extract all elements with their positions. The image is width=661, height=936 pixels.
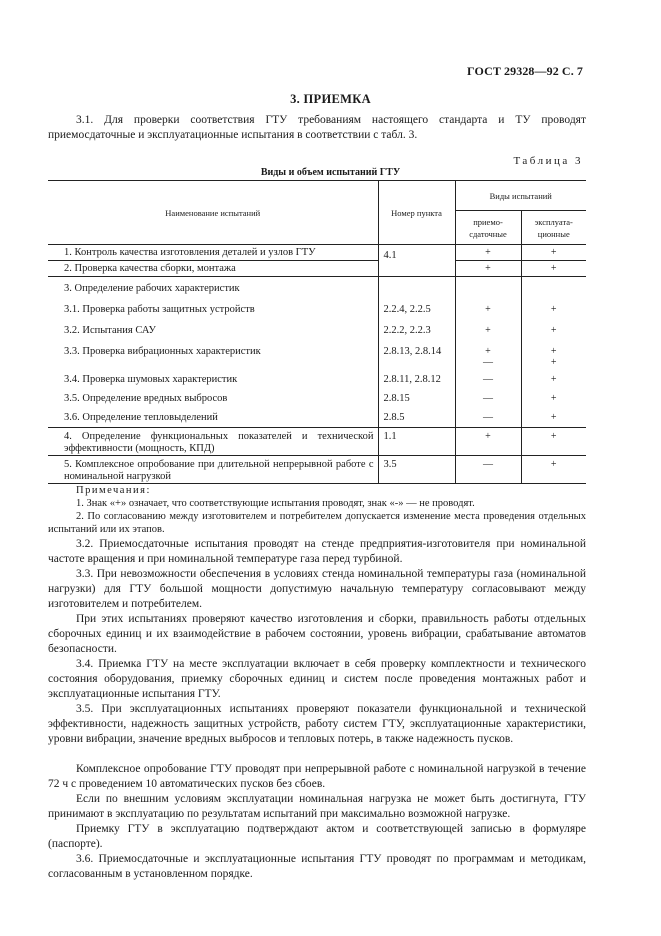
row-num: 4.1 xyxy=(378,245,455,277)
paragraph: 3.4. Приемка ГТУ на месте эксплуатации включает в себя проверку комплектности и технического состояния оборудования, приемку сборочных единиц и систем после проведения монтажных работ и эксплуатационные испытания ГТУ. xyxy=(48,658,586,701)
row-operational: + xyxy=(521,319,586,340)
row-operational: + xyxy=(521,298,586,319)
row-name: 3. Определение рабочих характеристик xyxy=(64,283,240,294)
row-operational: + xyxy=(521,408,586,428)
row-operational: + xyxy=(521,389,586,408)
row-name: 1. Контроль качества изготовления деталей и узлов ГТУ xyxy=(64,247,316,258)
notes-title: Примечания: xyxy=(76,485,151,496)
row-name: 3.3. Проверка вибрационных характеристик xyxy=(64,345,261,357)
table-row xyxy=(48,408,586,428)
row-acceptance: + xyxy=(455,261,521,277)
row-acceptance xyxy=(455,277,521,298)
table-row xyxy=(48,389,586,408)
row-acceptance: + xyxy=(455,298,521,319)
table-row xyxy=(48,370,586,389)
table-row xyxy=(48,298,586,319)
intro-paragraph: 3.1. Для проверки соответствия ГТУ требованиям настоящего стандарта и ТУ проводят приемосдаточные и эксплуатационные испытания в соответствии с табл. 3. xyxy=(48,114,586,142)
row-num: 2.8.13, 2.8.14 xyxy=(378,340,455,370)
row-acceptance: + xyxy=(455,245,521,261)
row-num: 2.8.5 xyxy=(378,408,455,428)
note-1: 1. Знак «+» означает, что соответствующие испытания проводят, знак «-» — не проводят. xyxy=(76,498,475,509)
row-acceptance: + xyxy=(455,428,521,456)
table-row xyxy=(48,428,586,456)
table-row xyxy=(48,261,586,277)
table-row xyxy=(48,340,586,370)
row-num xyxy=(378,277,455,298)
table-caption: Виды и объем испытаний ГТУ xyxy=(260,167,401,178)
row-operational xyxy=(521,277,586,298)
paragraph: 3.6. Приемосдаточные и эксплуатационные испытания ГТУ проводят по программам и методикам, согласованным в установленном порядке. xyxy=(48,853,586,881)
row-operational: + xyxy=(521,456,586,484)
row-operational: + xyxy=(521,370,586,389)
page-header: ГОСТ 29328—92 С. 7 xyxy=(467,64,583,78)
paragraph: 3.5. При эксплуатационных испытаниях проверяют показатели функциональной и технической эффективности, надежность защитных устройств, работу систем ГТУ, эксплуатационные характеристики, уровни вибрации, значение вредных выбросов и тепловых потерь, в также надежность пусков. xyxy=(48,703,586,746)
row-operational-pair xyxy=(521,340,586,370)
row-acceptance-2: — xyxy=(483,356,493,368)
paragraph: 3.2. Приемосдаточные испытания проводят на стенде предприятия-изготовителя при номинальной частоте вращения и при номинальной температуре газа перед турбиной. xyxy=(48,538,586,566)
col-header-num: Номер пункта xyxy=(378,181,455,245)
row-acceptance: + xyxy=(485,345,491,357)
col-header-acceptance: приемо-сдаточные xyxy=(455,211,521,245)
col-header-name: Наименование испытаний xyxy=(48,181,378,245)
row-operational: + xyxy=(521,428,586,456)
paragraph: При этих испытаниях проверяют качество изготовления и сборки, правильность работы отдельных сборочных единиц и их взаимодействие в рабочем состоянии, уровень вибрации, срабатывание автоматов безопасности. xyxy=(48,613,586,656)
row-name: 3.6. Определение тепловыделений xyxy=(64,411,218,423)
row-operational-2: + xyxy=(550,356,557,368)
row-name: 4. Определение функциональных показателей и технической эффективности (мощность, КПД) xyxy=(64,431,374,454)
row-name: 2. Проверка качества сборки, монтажа xyxy=(64,263,236,274)
table-row xyxy=(48,319,586,340)
row-operational: + xyxy=(521,261,586,277)
tests-table xyxy=(48,180,586,484)
row-num: 2.2.2, 2.2.3 xyxy=(378,319,455,340)
row-num: 2.8.11, 2.8.12 xyxy=(378,370,455,389)
row-acceptance-pair xyxy=(455,340,521,370)
section-title: 3. ПРИЕМКА xyxy=(290,92,371,106)
table-label: Таблица 3 xyxy=(513,155,583,167)
row-acceptance: — xyxy=(455,456,521,484)
row-num: 2.2.4, 2.2.5 xyxy=(378,298,455,319)
row-acceptance: — xyxy=(455,370,521,389)
table-row xyxy=(48,456,586,484)
row-num: 2.8.15 xyxy=(378,389,455,408)
row-operational: + xyxy=(550,345,557,357)
row-name: 3.1. Проверка работы защитных устройств xyxy=(64,303,255,315)
table-row xyxy=(48,277,586,298)
paragraph: 3.3. При невозможности обеспечения в условиях стенда номинальной температуры газа (номинальной нагрузки) для ГТУ большой мощности допустимую начальную температуру согласовывают между изготовителем и потребителем. xyxy=(48,568,586,611)
paragraph: Комплексное опробование ГТУ проводят при непрерывной работе с номинальной нагрузкой в течение 72 ч с проведением 10 автоматических пусков без сбоев. xyxy=(48,763,586,791)
col-header-operational: эксплуата-ционные xyxy=(521,211,586,245)
paragraph: Приемку ГТУ в эксплуатацию подтверждают актом и соответствующей записью в формуляре (паспорте). xyxy=(48,823,586,851)
row-name: 3.5. Определение вредных выбросов xyxy=(64,392,228,404)
paragraph: Если по внешним условиям эксплуатации номинальная нагрузка не может быть достигнута, ГТУ принимают в эксплуатацию по результатам испытаний при максимально возможной нагрузке. xyxy=(48,793,586,821)
row-name: 3.2. Испытания САУ xyxy=(64,324,156,336)
note-2: 2. По согласованию между изготовителем и потребителем допускается изменение места проведения отдельных испытаний или их этапов. xyxy=(48,511,586,535)
row-acceptance: — xyxy=(455,408,521,428)
row-num: 1.1 xyxy=(378,428,455,456)
row-operational: + xyxy=(521,245,586,261)
row-name: 3.4. Проверка шумовых характеристик xyxy=(64,373,238,385)
col-header-types: Виды испытаний xyxy=(455,181,586,211)
table-row xyxy=(48,245,586,261)
row-name: 5. Комплексное опробование при длительной непрерывной работе с номинальной нагрузкой xyxy=(64,459,374,482)
row-num: 3.5 xyxy=(378,456,455,484)
row-acceptance: — xyxy=(455,389,521,408)
row-acceptance: + xyxy=(455,319,521,340)
